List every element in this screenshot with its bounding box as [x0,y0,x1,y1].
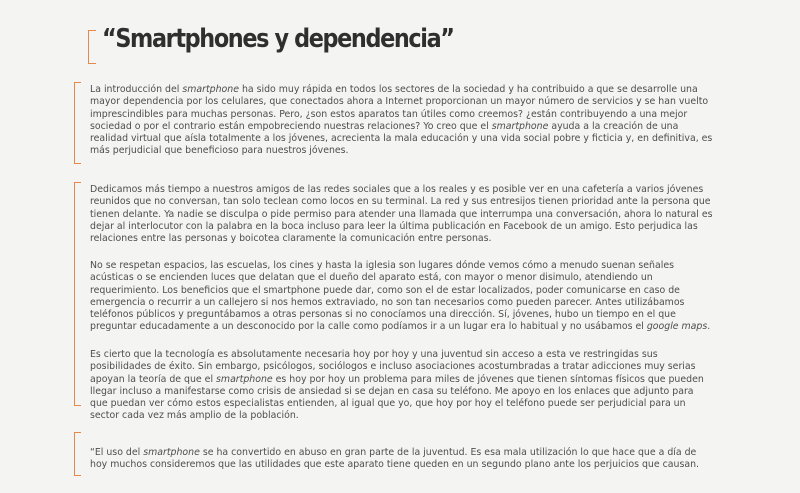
emphasis-google-maps: google maps [646,321,708,333]
body-paragraph-spaces [90,260,714,334]
body-paragraph-technology [90,349,714,423]
text-run: ayuda a la creación de una realidad virtual que aísla totalmente a los jóvenes, acrecienta la mala educación y una vida social pobre y ficticia y, en definitiva, es más perjudicial que beneficioso para nuestros jóvenes. [90,120,713,157]
text-run: Es cierto que la tecnología es absolutamente necesaria hoy por hoy y una juventud sin acceso a esta ve restringidas sus posibilidades de éxito. Sin embargo, psicólogos, sociólogos e incluso asociaciones acostumbradas a tratar adicciones muy serias apoyan la teoría de que el [90,349,696,385]
emphasis-smartphone: smartphone [491,120,549,132]
title-bracket [88,30,96,64]
text-run: No se respetan espacios, las escuelas, los cines y hasta la iglesia son lugares dónde vemos cómo a menudo suenan señales acústicas o se encienden luces que delatan que el dueño del aparato está, con mayor o menor disimulo, atendiendo un requerimiento. Los beneficios que el smartphone puede dar, como son el de estar localizados, poder comunicarse en caso de emergencia o recurrir a un callejero si nos hemos extraviado, no son tan necesarios como pueden parecer. Antes utilizábamos teléfonos públicos y preguntábamos a otras personas si no conocíamos una dirección. Sí, jóvenes, hubo un tiempo en el que preguntar educadamente a un desconocido por la calle como podíamos ir a un lugar era lo habitual y no usábamos el [90,260,685,333]
emphasis-smartphone: smartphone [216,373,273,385]
paragraph-bracket-2 [74,182,81,406]
intro-paragraph [90,84,714,158]
emphasis-smartphone: smartphone [182,84,239,95]
text-run: ha sido muy rápida en todos los sectores de la sociedad y ha contribuido a que se desarrolle una mayor dependencia por los celulares, que conectados ahora a Internet proporcionan un mayor número de servicios y se han vuelto imprescindibles para muchas personas. Pero, ¿son estos aparatos tan útiles como creemos? ¿están contribuyendo a una mejor sociedad o por el contrario están empobreciendo nuestras relaciones? Yo creo que el [90,84,709,132]
text-run: es hoy por hoy un problema para miles de jóvenes que tienen síntomas físicos que pueden llegar incluso a manifestarse como crisis de ansiedad si se dejan en casa su teléfono. Me apoyo en los enlaces que adjunto para que puedan ver cómo estos especialistas entienden, al igual que yo, que hoy por hoy el teléfono puede ser perjudicial para un sector cada vez más amplio de la población. [90,373,704,422]
text-run: . [707,321,711,333]
text-run: La introducción del [90,84,183,95]
text-run: se ha convertido en abuso en gran parte de la juventud. Es esa mala utilización lo que hace que a día de hoy muchos consideremos que las utilidades que este aparato tiene queden en un segundo plano ante los perjuicios que causan. [90,447,700,471]
paragraph-bracket-1 [74,82,81,164]
emphasis-smartphone: smartphone [143,447,200,458]
paragraph-bracket-3 [74,432,81,476]
text-run: “El uso del [90,447,144,458]
quote-paragraph [90,447,714,472]
page-title: “Smartphones y dependencia” [102,24,454,54]
body-paragraph-social: Dedicamos más tiempo a nuestros amigos de las redes sociales que a los reales y es posible ver en una cafetería a varios jóvenes reunidos que no conversan, tan solo teclean como locos en su terminal. La red y sus entresijos tienen prioridad ante la persona que tienen delante. Ya nadie se disculpa o pide permiso para atender una llamada que interrumpa una conversación, ahora lo natural es dejar al interlocutor con la palabra en la boca incluso para leer la última publicación en Facebook de un amigo. Esto perjudica las relaciones entre las personas y boicotea claramente la comunicación entre personas. [90,184,713,245]
